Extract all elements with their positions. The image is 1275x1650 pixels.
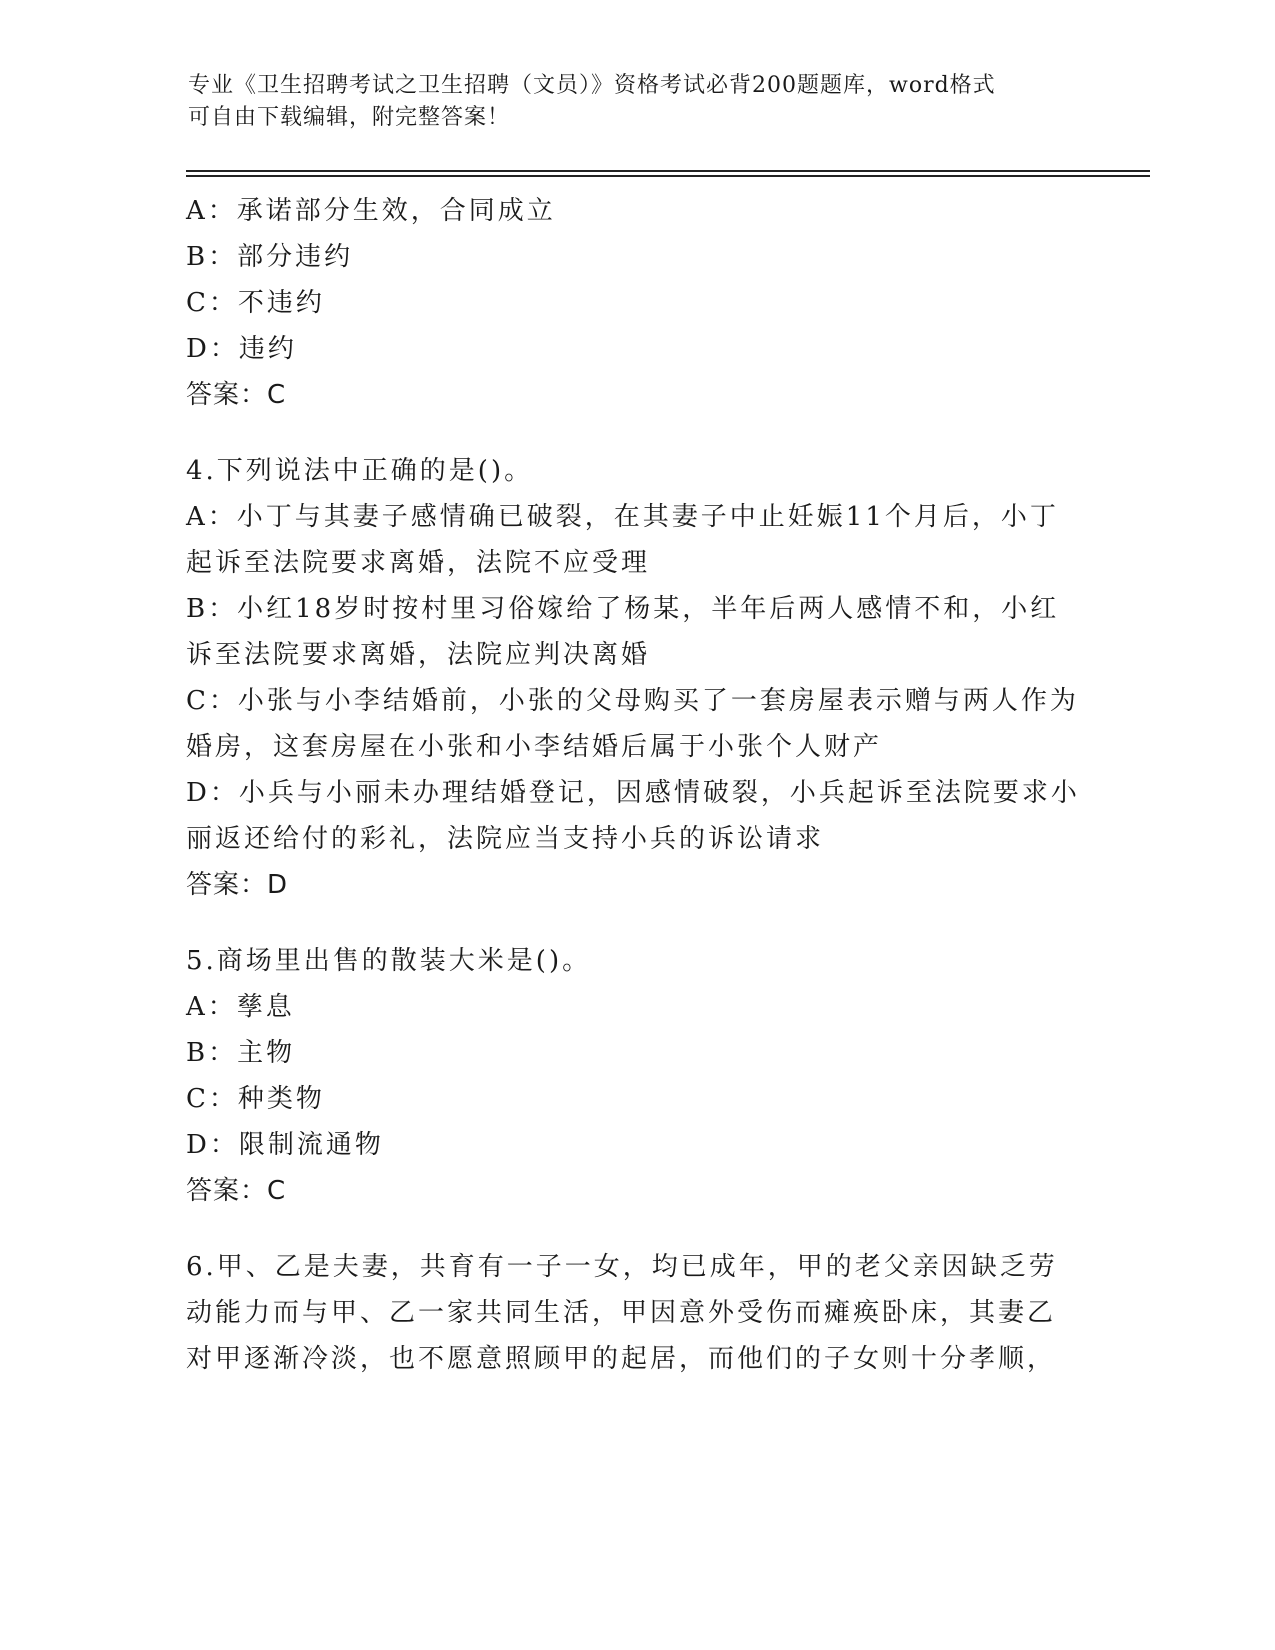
option-d: D：违约 — [186, 334, 297, 364]
option-c: C：种类物 — [186, 1084, 325, 1114]
option-a-line-1: A：小丁与其妻子感情确已破裂，在其妻子中止妊娠11个月后，小丁 — [186, 502, 1059, 532]
question-5 — [186, 938, 1086, 1214]
question-4 — [186, 448, 1086, 908]
document-header — [188, 70, 1088, 134]
option-d-line-2: 丽返还给付的彩礼，法院应当支持小兵的诉讼请求 — [186, 824, 825, 854]
header-rule-bottom — [186, 175, 1150, 177]
question-6 — [186, 1244, 1086, 1382]
header-line-1: 专业《卫生招聘考试之卫生招聘（文员）》资格考试必背200题题库，word格式 — [188, 73, 996, 98]
option-a: A：孳息 — [186, 992, 295, 1022]
question-stem: 4.下列说法中正确的是()。 — [186, 456, 534, 486]
document-body — [186, 188, 1086, 1382]
answer: 答案：D — [186, 870, 289, 900]
question-stem-line-1: 6.甲、乙是夫妻，共育有一子一女，均已成年，甲的老父亲因缺乏劳 — [186, 1252, 1058, 1282]
question-stem-line-2: 动能力而与甲、乙一家共同生活，甲因意外受伤而瘫痪卧床，其妻乙 — [186, 1298, 1057, 1328]
header-rule-top — [186, 170, 1150, 172]
option-c-line-1: C：小张与小李结婚前，小张的父母购买了一套房屋表示赠与两人作为 — [186, 686, 1079, 716]
question-3 — [186, 188, 1086, 418]
option-b-line-1: B：小红18岁时按村里习俗嫁给了杨某，半年后两人感情不和，小红 — [186, 594, 1060, 624]
question-stem-line-3: 对甲逐渐冷淡，也不愿意照顾甲的起居，而他们的子女则十分孝顺， — [186, 1344, 1057, 1374]
option-c: C：不违约 — [186, 288, 325, 318]
option-b-line-2: 诉至法院要求离婚，法院应判决离婚 — [186, 640, 651, 670]
option-d: D：限制流通物 — [186, 1130, 384, 1160]
option-a: A：承诺部分生效，合同成立 — [186, 196, 556, 226]
option-b: B：主物 — [186, 1038, 296, 1068]
answer: 答案：C — [186, 380, 287, 410]
header-line-2: 可自由下载编辑，附完整答案！ — [188, 105, 511, 130]
option-b: B：部分违约 — [186, 242, 354, 272]
question-stem: 5.商场里出售的散装大米是()。 — [186, 946, 592, 976]
answer: 答案：C — [186, 1176, 287, 1206]
option-d-line-1: D：小兵与小丽未办理结婚登记，因感情破裂，小兵起诉至法院要求小 — [186, 778, 1080, 808]
option-c-line-2: 婚房，这套房屋在小张和小李结婚后属于小张个人财产 — [186, 732, 883, 762]
option-a-line-2: 起诉至法院要求离婚，法院不应受理 — [186, 548, 651, 578]
